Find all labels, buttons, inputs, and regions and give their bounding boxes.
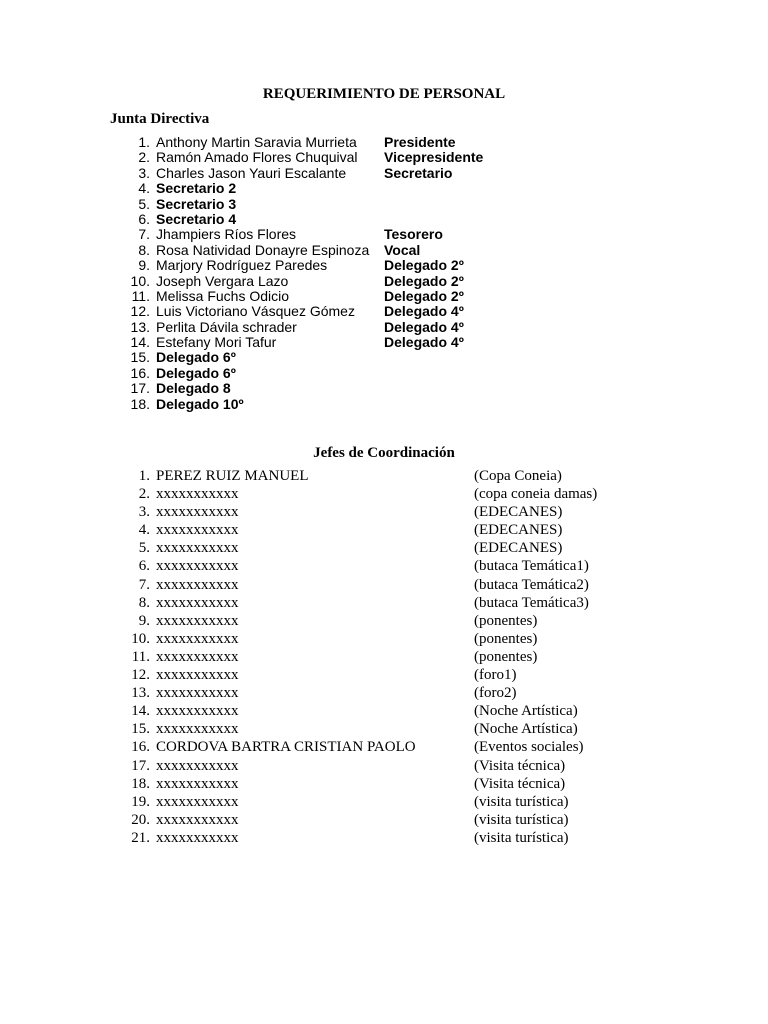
- jefe-row: [0, 757, 768, 775]
- jefe-name: xxxxxxxxxxx: [156, 612, 239, 629]
- member-role: Delegado 2º: [384, 257, 464, 274]
- member-name: Joseph Vergara Lazo: [156, 272, 289, 289]
- member-name: Estefany Mori Tafur: [156, 334, 277, 351]
- page-title: REQUERIMIENTO DE PERSONAL: [262, 86, 506, 102]
- jefe-name: xxxxxxxxxxx: [156, 540, 239, 557]
- member-name: Rosa Natividad Donayre Espinoza: [156, 241, 370, 258]
- jefe-area: (ponentes): [474, 612, 538, 629]
- item-number: 10.: [131, 630, 150, 647]
- jefe-row: [0, 594, 768, 612]
- jefe-row: [0, 684, 768, 702]
- item-number: 2.: [138, 486, 150, 503]
- member-role: Tesorero: [384, 226, 443, 243]
- jefe-row: [0, 557, 768, 575]
- member-name: Delegado 8: [156, 380, 231, 397]
- jefe-area: (Copa Coneia): [474, 468, 562, 484]
- item-number: 17.: [130, 380, 150, 397]
- item-number: 1.: [138, 468, 150, 484]
- jefe-area: (visita turística): [474, 811, 569, 828]
- jefe-area: (butaca Temática3): [474, 594, 589, 611]
- jefe-area: (Noche Artística): [474, 703, 578, 720]
- jefes-coordinacion-heading: Jefes de Coordinación: [313, 445, 455, 461]
- item-number: 5.: [138, 540, 150, 557]
- jefe-row: [0, 648, 768, 666]
- jefe-name: xxxxxxxxxxx: [156, 793, 239, 810]
- junta-member-row: [0, 243, 768, 258]
- member-name: Secretario 3: [156, 195, 237, 212]
- item-number: 6.: [138, 558, 150, 575]
- jefe-name: xxxxxxxxxxx: [156, 721, 239, 738]
- member-name: Secretario 2: [156, 180, 237, 197]
- item-number: 4.: [138, 180, 150, 197]
- jefe-area: (Visita técnica): [474, 757, 566, 774]
- junta-member-row: [0, 135, 768, 150]
- jefe-area: (visita turística): [474, 793, 569, 810]
- jefe-name: CORDOVA BARTRA CRISTIAN PAOLO: [156, 739, 416, 756]
- member-name: Anthony Martin Saravia Murrieta: [156, 134, 357, 150]
- junta-member-row: [0, 397, 768, 412]
- item-number: 18.: [130, 395, 150, 412]
- member-role: Secretario: [384, 164, 453, 181]
- item-number: 16.: [130, 364, 150, 381]
- junta-member-row: [0, 289, 768, 304]
- member-name: Delegado 6º: [156, 349, 236, 366]
- item-number: 3.: [138, 164, 150, 181]
- jefe-area: (Visita técnica): [474, 775, 566, 792]
- jefe-name: xxxxxxxxxxx: [156, 685, 239, 702]
- junta-member-row: [0, 350, 768, 365]
- jefe-row: [0, 485, 768, 503]
- item-number: 20.: [131, 811, 150, 828]
- item-number: 14.: [131, 703, 150, 720]
- jefe-row: [0, 467, 768, 485]
- jefe-area: (copa coneia damas): [474, 486, 598, 503]
- junta-member-row: [0, 258, 768, 273]
- jefe-area: (foro1): [474, 667, 517, 684]
- junta-member-row: [0, 320, 768, 335]
- item-number: 9.: [138, 257, 150, 274]
- item-number: 9.: [138, 612, 150, 629]
- item-number: 13.: [131, 685, 150, 702]
- junta-member-row: [0, 197, 768, 212]
- member-name: Jhampiers Ríos Flores: [156, 226, 297, 243]
- jefe-name: PEREZ RUIZ MANUEL: [156, 468, 309, 484]
- item-number: 11.: [131, 648, 150, 665]
- jefe-name: xxxxxxxxxxx: [156, 811, 239, 828]
- jefe-row: [0, 630, 768, 648]
- member-role: Vicepresidente: [384, 149, 484, 166]
- jefe-area: (ponentes): [474, 648, 538, 665]
- jefe-area: (visita turística): [474, 829, 569, 846]
- item-number: 15.: [131, 721, 150, 738]
- jefe-row: [0, 521, 768, 539]
- junta-member-row: [0, 181, 768, 196]
- jefe-name: xxxxxxxxxxx: [156, 630, 239, 647]
- jefe-name: xxxxxxxxxxx: [156, 486, 239, 503]
- item-number: 3.: [138, 504, 150, 521]
- jefe-row: [0, 612, 768, 630]
- item-number: 2.: [138, 149, 150, 166]
- member-name: Charles Jason Yauri Escalante: [156, 164, 347, 181]
- jefe-area: (EDECANES): [474, 540, 563, 557]
- item-number: 14.: [130, 334, 150, 351]
- jefe-area: (ponentes): [474, 630, 538, 647]
- member-name: Melissa Fuchs Odicio: [156, 287, 290, 304]
- jefe-row: [0, 666, 768, 684]
- jefe-name: xxxxxxxxxxx: [156, 703, 239, 720]
- jefe-name: xxxxxxxxxxx: [156, 576, 239, 593]
- item-number: 8.: [138, 594, 150, 611]
- jefe-row: [0, 539, 768, 557]
- member-role: Delegado 2º: [384, 287, 464, 304]
- member-role: Presidente: [384, 134, 456, 150]
- jefe-name: xxxxxxxxxxx: [156, 522, 239, 539]
- member-name: Luis Victoriano Vásquez Gómez: [156, 303, 355, 320]
- member-role: Delegado 4º: [384, 318, 464, 335]
- item-number: 11.: [131, 287, 150, 304]
- item-number: 21.: [131, 829, 150, 846]
- member-role: Vocal: [384, 241, 421, 258]
- member-role: Delegado 4º: [384, 303, 464, 320]
- jefe-row: [0, 775, 768, 793]
- jefe-name: xxxxxxxxxxx: [156, 667, 239, 684]
- jefe-name: xxxxxxxxxxx: [156, 648, 239, 665]
- jefe-area: (Noche Artística): [474, 721, 578, 738]
- junta-directiva-heading: Junta Directiva: [110, 111, 210, 127]
- jefe-name: xxxxxxxxxxx: [156, 594, 239, 611]
- jefe-row: [0, 720, 768, 738]
- item-number: 8.: [138, 241, 150, 258]
- jefe-row: [0, 702, 768, 720]
- jefe-area: (butaca Temática1): [474, 558, 589, 575]
- jefe-row: [0, 811, 768, 829]
- item-number: 13.: [130, 318, 150, 335]
- jefe-name: xxxxxxxxxxx: [156, 504, 239, 521]
- jefe-name: xxxxxxxxxxx: [156, 757, 239, 774]
- jefe-area: (foro2): [474, 685, 517, 702]
- member-name: Marjory Rodríguez Paredes: [156, 257, 328, 274]
- junta-directiva-list: [0, 135, 768, 412]
- item-number: 10.: [130, 272, 150, 289]
- jefe-row: [0, 738, 768, 756]
- item-number: 4.: [138, 522, 150, 539]
- junta-member-row: [0, 366, 768, 381]
- item-number: 17.: [131, 757, 150, 774]
- item-number: 18.: [131, 775, 150, 792]
- jefe-name: xxxxxxxxxxx: [156, 558, 239, 575]
- jefes-coordinacion-list: [0, 467, 768, 847]
- item-number: 12.: [131, 667, 150, 684]
- junta-member-row: [0, 227, 768, 242]
- jefe-row: [0, 503, 768, 521]
- jefe-row: [0, 829, 768, 847]
- jefe-name: xxxxxxxxxxx: [156, 829, 239, 846]
- jefe-row: [0, 576, 768, 594]
- junta-member-row: [0, 150, 768, 165]
- member-name: Ramón Amado Flores Chuquival: [156, 149, 358, 166]
- jefe-area: (Eventos sociales): [474, 739, 584, 756]
- member-name: Delegado 6º: [156, 364, 236, 381]
- jefe-name: xxxxxxxxxxx: [156, 775, 239, 792]
- item-number: 7.: [138, 576, 150, 593]
- junta-member-row: [0, 304, 768, 319]
- item-number: 12.: [130, 303, 150, 320]
- item-number: 16.: [131, 739, 150, 756]
- member-role: Delegado 4º: [384, 334, 464, 351]
- item-number: 6.: [138, 210, 150, 227]
- junta-member-row: [0, 274, 768, 289]
- member-name: Secretario 4: [156, 210, 237, 227]
- item-number: 7.: [138, 226, 150, 243]
- item-number: 5.: [138, 195, 150, 212]
- jefe-area: (EDECANES): [474, 522, 563, 539]
- jefe-row: [0, 793, 768, 811]
- jefe-area: (EDECANES): [474, 504, 563, 521]
- junta-member-row: [0, 166, 768, 181]
- item-number: 19.: [131, 793, 150, 810]
- junta-member-row: [0, 335, 768, 350]
- member-name: Delegado 10º: [156, 395, 244, 412]
- junta-member-row: [0, 212, 768, 227]
- member-name: Perlita Dávila schrader: [156, 318, 297, 335]
- item-number: 1.: [138, 134, 150, 150]
- junta-member-row: [0, 381, 768, 396]
- item-number: 15.: [130, 349, 150, 366]
- jefe-area: (butaca Temática2): [474, 576, 589, 593]
- member-role: Delegado 2º: [384, 272, 464, 289]
